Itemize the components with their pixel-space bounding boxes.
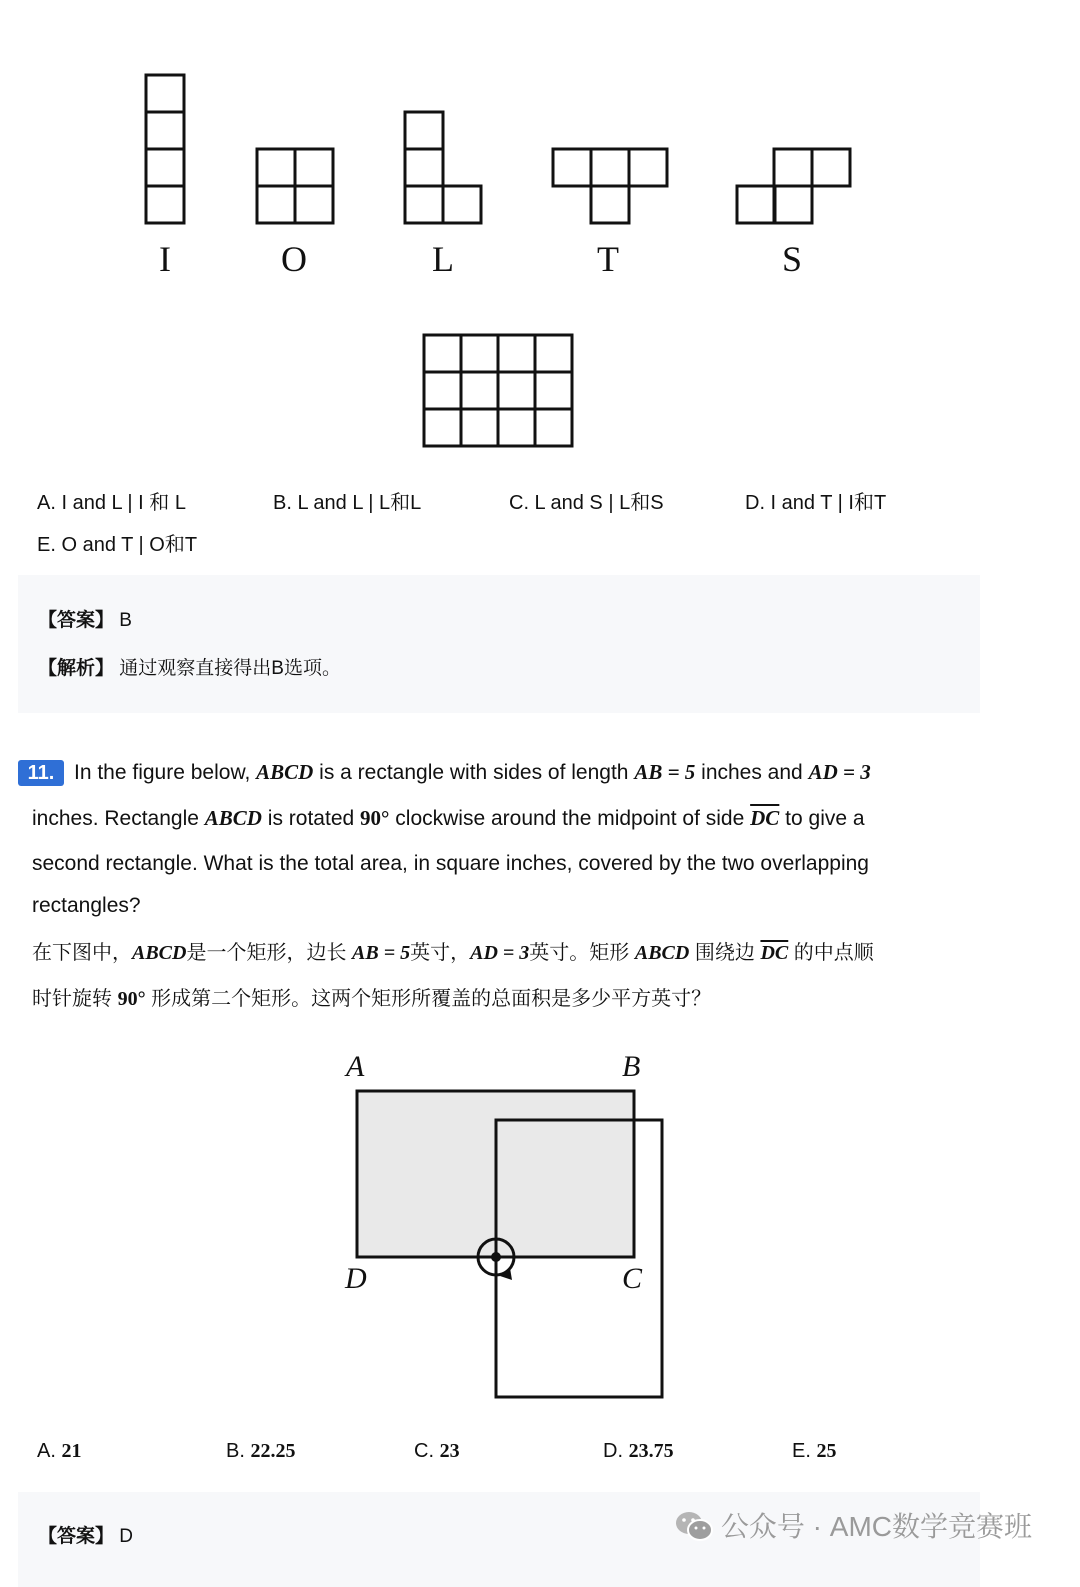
question-number: 11. [18,760,64,786]
wechat-icon [675,1510,713,1542]
text: inches. Rectangle [32,807,205,830]
watermark [675,1505,1032,1545]
tetromino-s [737,149,850,223]
text: 英寸。矩形 [529,942,635,964]
q11-option-a[interactable] [37,1440,81,1463]
q10-option-c[interactable]: C. L and S | L和S [509,492,664,514]
q10-answer-box [18,575,980,713]
tetromino-shapes [0,0,1080,230]
letter: E. [792,1440,811,1462]
math-ab: AB = 5 [352,942,411,964]
value: 23 [439,1440,460,1462]
watermark-text: 公众号 · AMC数学竞赛班 [720,1511,1032,1542]
q11-option-b[interactable] [226,1440,295,1463]
label-b: B [622,1050,641,1083]
q10-analysis [38,653,341,680]
math-ab: AB = 5 [634,760,696,784]
letter: C. [414,1440,434,1462]
q10-option-a[interactable]: A. I and L | I 和 L [37,492,186,514]
rotation-figure [0,1080,1080,1410]
q10-option-d[interactable]: D. I and T | I和T [745,492,887,514]
math-ad: AD = 3 [808,760,871,784]
text: is rotated [261,807,361,830]
analysis-text: 通过观察直接得出B选项。 [119,658,341,679]
tetromino-i [146,75,184,223]
label-o: O [281,239,307,279]
q11-en-line-3: second rectangle. What is the total area, in square inches, covered by the two overlapping [32,852,869,875]
label-c: C [622,1262,643,1295]
midpoint-dot [491,1252,501,1262]
label-a: A [346,1050,365,1083]
label-t: T [597,239,619,279]
text: is a rectangle with sides of length [313,761,635,784]
label-s: S [781,239,803,279]
rectangle-grid [420,332,576,450]
answer-label: 【答案】 [38,610,115,631]
label-d: D [345,1262,367,1295]
math-abcd: ABCD [204,806,262,830]
text: to give a [779,807,865,830]
math-ad: AD = 3 [470,942,530,964]
q10-option-b[interactable]: B. L and L | L和L [273,492,422,514]
text: inches and [695,761,809,784]
math-abcd: ABCD [132,942,187,964]
math-dc: $\overline{DC}$ [760,942,789,964]
q11-answer [38,1521,133,1548]
letter: B. [226,1440,245,1462]
tetromino-t [553,149,667,223]
q11-zh-line-2 [32,982,711,1011]
q11-option-e[interactable] [792,1440,836,1463]
math-abcd: ABCD [634,942,690,964]
letter: D. [603,1440,623,1462]
q10-option-e[interactable]: E. O and T | O和T [37,534,198,556]
answer-value: B [119,610,132,631]
value: 25 [816,1440,837,1462]
q11-zh-line-1 [32,936,874,965]
text: 的中点顺 [788,942,874,964]
text: 是一个矩形，边长 [186,942,353,964]
math-90: 90° [117,988,146,1010]
value: 23.75 [628,1440,674,1462]
text: 英寸， [410,942,471,964]
text: 围绕边 [689,942,761,964]
text: 时针旋转 [32,988,118,1010]
q11-option-c[interactable] [414,1440,460,1463]
analysis-label: 【解析】 [38,658,115,679]
tetromino-l [405,112,481,223]
text: 在下图中， [32,942,132,964]
q11-en-line-4: rectangles? [32,894,141,917]
letter: A. [37,1440,56,1462]
value: 21 [61,1440,82,1462]
tetromino-o [257,149,333,223]
q11-option-d[interactable] [603,1440,674,1463]
label-l: L [432,239,454,279]
text: 形成第二个矩形。这两个矩形所覆盖的总面积是多少平方英寸？ [145,988,712,1010]
q10-answer [38,605,132,632]
answer-value: D [119,1526,134,1547]
q11-en-line-1 [74,760,871,785]
math-dc: $\overline{DC}$ [750,806,780,830]
text: clockwise around the midpoint of side [389,807,751,830]
math-90: 90° [360,806,390,830]
math-abcd: ABCD [256,760,314,784]
value: 22.25 [250,1440,296,1462]
q11-en-line-2 [32,806,865,831]
answer-label: 【答案】 [38,1526,115,1547]
text: In the figure below, [74,761,257,784]
label-i: I [159,239,171,279]
